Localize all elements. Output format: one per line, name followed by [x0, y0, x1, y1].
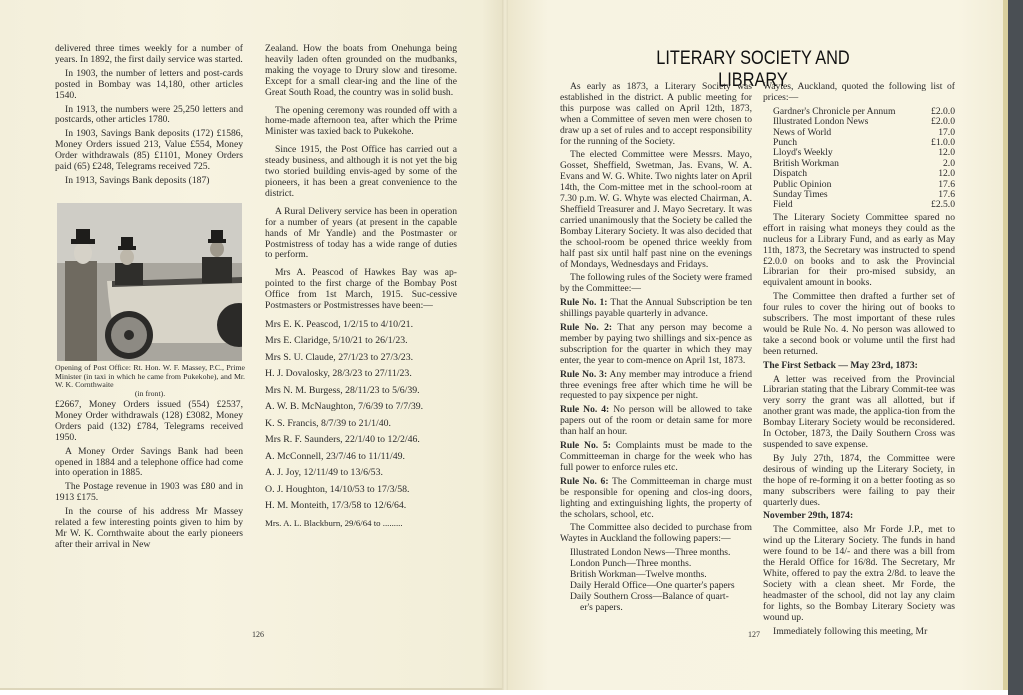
price-value: 17.6	[938, 189, 955, 201]
rule-label: Rule No. 4:	[560, 404, 610, 416]
price-item: News of World	[773, 126, 832, 138]
page-number-left: 126	[252, 630, 264, 639]
subheading-november-1874: November 29th, 1874:	[763, 510, 854, 522]
paragraph: Mrs A. Peascod of Hawkes Bay was ap-pointed to the first charge of the Bombay Post Office from 1st March, 1915. Suc-cessive Postmasters or Postmistresses have been:—	[265, 267, 457, 312]
rule-2	[560, 323, 752, 367]
rule-6	[560, 477, 752, 521]
chapter-heading: LITERARY SOCIETY AND LIBRARY	[656, 48, 850, 91]
successor-item: A. McConnell, 23/7/46 to 11/11/49.	[265, 450, 405, 462]
paragraph: A letter was received from the Provincial Librarian stating that the Library Commit-tee was very sorry the grant was all allotted, but if another grant was made, the applica-tion from the Bombay Literary Society would be reconsidered. In October, 1873, the Daily Southern Cross was suspended to save expense.	[763, 373, 955, 450]
price-item: British Workman	[773, 157, 839, 169]
paragraph: The Committee, also Mr Forde J.P., met to wind up the Literary Society. The funds in hand were found to be 14/- and there was a bill from the Herald Office for 16/8d. The Secretary, Mr White, offered to pay the extra 2/8d. to leave the Society with a clean sheet. Mr Forde, the headmaster of the school, did not lay any claim for lights, so the Bombay Literary Society was wound up.	[763, 524, 955, 623]
price-item: Punch	[773, 137, 797, 149]
right-column-1	[560, 82, 752, 614]
photo-opening-of-post-office	[57, 203, 242, 361]
rule-label: Rule No. 5:	[560, 440, 611, 452]
rule-label: Rule No. 6:	[560, 475, 609, 487]
paper-item: Daily Southern Cross—Balance of quart-	[570, 590, 729, 602]
papers-list	[560, 548, 752, 613]
successor-item: Mrs E. Claridge, 5/10/21 to 26/1/23.	[265, 335, 408, 347]
successor-item: A. W. B. McNaughton, 7/6/39 to 7/7/39.	[265, 401, 424, 413]
rule-label: Rule No. 1:	[560, 297, 608, 309]
paragraph: Waytes, Auckland, quoted the following list of prices:—	[763, 81, 955, 103]
successor-item: Mrs R. F. Saunders, 22/1/40 to 12/2/46.	[265, 434, 420, 446]
successor-item: K. S. Francis, 8/7/39 to 21/1/40.	[265, 417, 392, 429]
price-item: Gardner's Chronicle per Annum	[773, 105, 896, 117]
price-list	[763, 107, 955, 211]
paper-item: er's papers.	[580, 601, 623, 613]
successor-item: Mrs N. M. Burgess, 28/11/23 to 5/6/39.	[265, 384, 420, 396]
price-value: £1.0.0	[931, 137, 955, 149]
successor-list	[265, 320, 457, 529]
rule-label: Rule No. 3:	[560, 368, 608, 380]
paragraph: The Postage revenue in 1903 was £80 and in 1913 £175.	[55, 481, 243, 504]
successor-item: Mrs S. U. Claude, 27/1/23 to 27/3/23.	[265, 351, 414, 363]
price-row	[763, 200, 955, 210]
paragraph: The Committee then drafted a further set of four rules to cover the hiring out of books to subscribers. The most important of these rules would be Rule No. 4. No person was allowed to take a second book or volume until the first had been returned.	[763, 291, 955, 357]
price-item: Sunday Times	[773, 189, 828, 201]
paragraph: A Money Order Savings Bank had been opened in 1884 and a telephone office had come into operation in 1885.	[55, 445, 243, 479]
price-value: £2.5.0	[931, 199, 955, 211]
caption-text: Opening of Post Office: Rt. Hon. W. F. Massey, P.C., Prime Minister (in taxi in which he came from Pukekohe), and Mr. W. K. Cornthwaite	[55, 363, 245, 390]
rule-5	[560, 441, 752, 474]
price-item: Illustrated London News	[773, 116, 869, 128]
paragraph: As early as 1873, a Literary Society was established in the district. A public meeting for this purpose was called on April 12th, 1873, when a Committee of seven men were chosen to draw up a set of rules and to accept responsibility for the running of the Society.	[560, 81, 752, 147]
subheading-first-setback: The First Setback — May 23rd, 1873:	[763, 359, 918, 371]
photo-caption	[55, 364, 245, 398]
rule-text: Any member may introduce a friend three evenings free after which time he will be requested to pay sixpence per night.	[560, 368, 752, 402]
successor-item: H. M. Monteith, 17/3/58 to 12/6/64.	[265, 500, 407, 512]
rule-label: Rule No. 2:	[560, 322, 613, 334]
left-column-1-top	[55, 44, 243, 190]
rule-4	[560, 405, 752, 438]
successor-item: Mrs E. K. Peascod, 1/2/15 to 4/10/21.	[265, 318, 414, 330]
paper-item: British Workman—Twelve months.	[570, 569, 707, 581]
right-column-2	[763, 82, 955, 640]
scanner-background	[1008, 0, 1023, 695]
paragraph: In 1903, the number of letters and post-cards posted in Bombay was 14,180, other articles 1540.	[55, 67, 243, 101]
page-number-right: 127	[748, 630, 760, 639]
price-value: 2.0	[943, 157, 955, 169]
price-value: £2.0.0	[931, 116, 955, 128]
paragraph: In the course of his address Mr Massey related a few interesting points given to him by Mr W. K. Cornthwaite about the early pioneers after their arrival in New	[55, 506, 243, 550]
price-item: Field	[773, 199, 793, 211]
rule-3	[560, 370, 752, 403]
rule-text: No person will be allowed to take papers out of the room or detain same for more than half an hour.	[560, 404, 753, 438]
paragraph: £2667, Money Orders issued (554) £2537, Money Order withdrawals (128) £3082, Money Orders paid (132) £784, Telegrams received 1950.	[55, 399, 243, 443]
paragraph: The opening ceremony was rounded off with a home-made afternoon tea, after which the Prime Minister was taxied back to Pukekohe.	[265, 104, 457, 138]
rule-1	[560, 298, 752, 320]
paragraph: In 1913, Savings Bank deposits (187)	[65, 174, 210, 186]
left-page	[0, 0, 502, 690]
paragraph: In 1903, Savings Bank deposits (172) £1586, Money Orders issued 213, Value £554, Money Order withdrawals (85) £1101, Money Orders paid (65) £248, Telegrams received 725.	[55, 128, 243, 173]
paper-item: London Punch—Three months.	[570, 558, 692, 570]
successor-item: Mrs. A. L. Blackburn, 29/6/64 to .........	[265, 517, 403, 528]
price-item: Dispatch	[773, 168, 808, 180]
paragraph: Immediately following this meeting, Mr	[773, 625, 928, 637]
price-value: 17.0	[938, 126, 955, 138]
successor-item: H. J. Dovalosky, 28/3/23 to 27/11/23.	[265, 368, 412, 380]
rule-text: Complaints must be made to the Committeeman in charge for the week who has full power to enforce rules etc.	[560, 440, 752, 473]
successor-item: A. J. Joy, 12/11/49 to 13/6/53.	[265, 467, 383, 479]
paragraph: The Committee also decided to purchase from Waytes in Auckland the following papers:—	[560, 522, 752, 545]
caption-text-end: (in front).	[134, 388, 166, 398]
paper-item: Daily Herald Office—One quarter's papers	[570, 579, 735, 591]
rule-text: That any person may become a member by paying two shillings and six-pence as subscription for the quarter in which they may enter, the year to com-mence on April 1st, 1873.	[560, 322, 752, 366]
paragraph: Zealand. How the boats from Onehunga being heavily laden often grounded on the mudbanks, making the voyage to Drury slow and tiresome. Except for a small clear-ing and the line of the Great South Road, the country was in solid bush.	[265, 43, 457, 98]
paragraph: The elected Committee were Messrs. Mayo, Gosset, Sheffield, Swetman, Jas. Evans, W. A. Evans and W. G. White. Two nights later on April 14th, the Com-mittee met in the school-room at 7.30 p.m. W. G. Whyte was elected Chairman, A. Sheffield Treasurer and J. Mayo Secretary. It was carried unanimously that the Society be called the Bombay Literary Society. It was also decided that the school-room be opened thrice weekly from half past six until half past nine on the evenings of Mondays, Wednesdays and Fridays.	[560, 149, 752, 270]
price-item: Lloyd's Weekly	[773, 147, 833, 159]
paragraph: Since 1915, the Post Office has carried out a steady business, and although it is not yet the big two storied building envis-aged by some of the pioneers, it has been a great convenience to the district.	[265, 144, 457, 199]
paragraph: By July 27th, 1874, the Committee were desirous of winding up the Literary Society, in the hope of re-forming it on a better footing as so many subscribers were failing to pay their quarterly dues.	[763, 452, 955, 508]
rule-text: The Committeeman in charge must be responsible for opening and clos-ing doors, lighting and extinguishing lights, the property of the scholars, school, etc.	[560, 475, 752, 520]
successor-item: O. J. Houghton, 14/10/53 to 17/3/58.	[265, 483, 410, 495]
rule-text: That the Annual Subscription be ten shillings payable quarterly in advance.	[560, 297, 752, 320]
price-value: £2.0.0	[931, 105, 955, 117]
paragraph: In 1913, the numbers were 25,250 letters and postcards, other articles 1780.	[55, 103, 243, 126]
left-column-1-bottom	[55, 400, 243, 554]
paper-item: Illustrated London News—Three months.	[570, 547, 731, 559]
paragraph: A Rural Delivery service has been in operation for a number of years (at present in the capable hands of Mr Yandle) and the Postmaster or Postmistress of today has a wide range of duties to perform.	[265, 205, 457, 261]
price-value: 12.0	[938, 168, 955, 180]
left-column-2	[265, 44, 457, 534]
paragraph: delivered three times weekly for a number of years. In 1892, the first daily service was started.	[55, 43, 243, 65]
price-value: 17.6	[938, 178, 955, 190]
paragraph: The following rules of the Society were framed by the Committee:—	[560, 272, 752, 295]
paragraph: The Literary Society Committee spared no effort in raising what moneys they could as the nucleus for a Library Fund, and as early as May 11th, 1873, the Secretary was instructed to spend £2.0.0 on books and to ask the Provincial Librarian for their pro-mised subsidy, an equivalent amount in books.	[763, 211, 955, 289]
price-value: 12.0	[938, 147, 955, 159]
price-item: Public Opinion	[773, 178, 832, 190]
